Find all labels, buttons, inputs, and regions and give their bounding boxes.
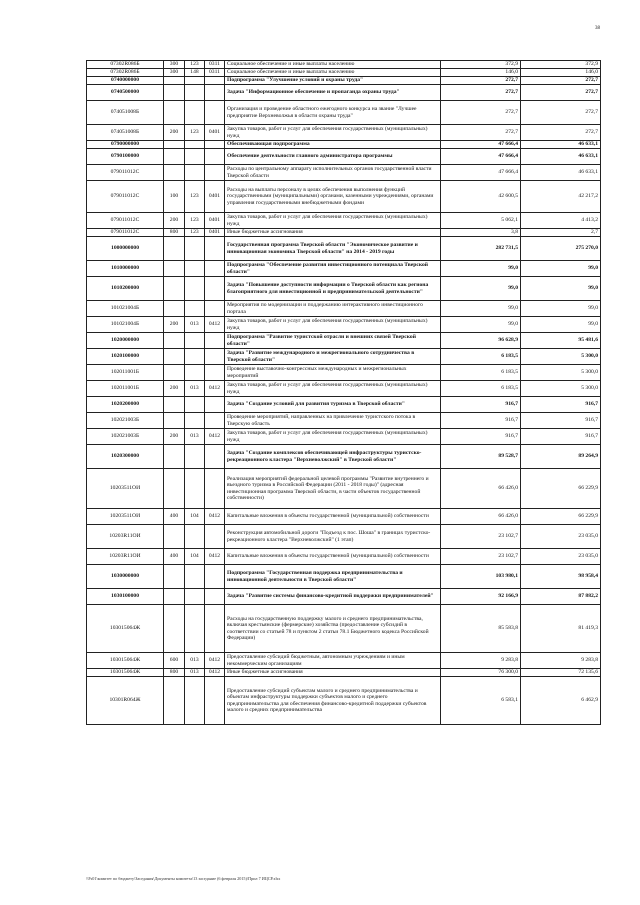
row-ved	[164, 349, 185, 365]
row-section: 123	[185, 61, 205, 69]
row-section	[185, 237, 205, 261]
row-name: Проведение мероприятий, направленных на привлечение туристского потока в Тверскую область	[225, 413, 441, 429]
row-ved	[164, 333, 185, 349]
row-value-1: 916,7	[441, 429, 521, 445]
row-subsection: 0311	[205, 61, 225, 69]
row-section	[185, 301, 205, 317]
row-subsection: 0412	[205, 429, 225, 445]
row-value-2: 275 270,0	[521, 237, 601, 261]
row-section	[185, 365, 205, 381]
row-subsection: 0412	[205, 381, 225, 397]
row-value-2: 66 229,9	[521, 509, 601, 525]
row-value-2: 99,0	[521, 317, 601, 333]
row-value-2: 272,7	[521, 125, 601, 141]
table-row	[87, 261, 601, 277]
table-row	[87, 229, 601, 237]
row-ved	[164, 149, 185, 165]
row-subsection: 0412	[205, 669, 225, 677]
row-value-1: 916,7	[441, 413, 521, 429]
row-ved	[164, 445, 185, 469]
row-name: Расходы на государственную поддержку малого и среднего предпринимательства, включая крестьянские (фермерские) хозяйства (предоставление субсидий в соответствии со статьей 78 и пунктом 2 статьи 78.1 Бюджетного кодекса Российской Федерации)	[225, 605, 441, 653]
row-subsection	[205, 525, 225, 549]
row-subsection	[205, 77, 225, 85]
row-value-2: 81 419,3	[521, 605, 601, 653]
row-subsection: 0401	[205, 125, 225, 141]
row-value-1: 76 300,0	[441, 669, 521, 677]
table-row	[87, 469, 601, 509]
row-ved	[164, 261, 185, 277]
row-value-1: 272,7	[441, 125, 521, 141]
row-name: Капитальные вложения в объекты государственной (муниципальной) собственности	[225, 549, 441, 565]
row-name: Задача "Создание условий для развития туризма в Тверской области"	[225, 397, 441, 413]
row-subsection	[205, 85, 225, 101]
table-row	[87, 429, 601, 445]
row-section: 104	[185, 509, 205, 525]
table-row	[87, 653, 601, 669]
row-code: 1020100000	[87, 349, 164, 365]
row-code: 074051008Б	[87, 125, 164, 141]
row-ved: 400	[164, 509, 185, 525]
table-row	[87, 237, 601, 261]
row-ved: 100	[164, 181, 185, 213]
row-subsection: 0412	[205, 509, 225, 525]
row-value-1: 99,0	[441, 317, 521, 333]
row-value-2: 5 300,0	[521, 365, 601, 381]
row-name: Реконструкция автомобильной дороги "Подъезд к пос. Шоша" в границах туристско-рекреационного кластера "Верхневолжский" (1 этап)	[225, 525, 441, 549]
row-section	[185, 589, 205, 605]
row-name: Закупка товаров, работ и услуг для обеспечения государственных (муниципальных) нужд	[225, 125, 441, 141]
row-value-1: 99,0	[441, 277, 521, 301]
row-code: 1030100000	[87, 589, 164, 605]
table-row	[87, 669, 601, 677]
table-row	[87, 677, 601, 725]
row-code: 101021004Б	[87, 317, 164, 333]
row-code: 10203R11ОИ	[87, 549, 164, 565]
file-path-footer: \\Fs01\комитет по бюджету\Заседания\Документы комитета\13 заседание (6 февраля 2015)\Прил 7 ИЦСР.xlsx	[86, 876, 281, 881]
row-name: Организация и проведение областного ежегодного конкурса на звание "Лучшее предприятие Верхневолжья в области охраны труда"	[225, 101, 441, 125]
row-subsection	[205, 165, 225, 181]
row-subsection: 0412	[205, 317, 225, 333]
row-section	[185, 165, 205, 181]
table-row	[87, 549, 601, 565]
row-value-2: 916,7	[521, 397, 601, 413]
table-row	[87, 605, 601, 653]
row-ved	[164, 605, 185, 653]
row-ved: 200	[164, 381, 185, 397]
row-subsection	[205, 301, 225, 317]
row-code: 10203511ОИ	[87, 509, 164, 525]
table-row	[87, 165, 601, 181]
row-code: 0740500000	[87, 85, 164, 101]
row-value-1: 272,7	[441, 77, 521, 85]
row-name: Подпрограмма "Государственная поддержка предпринимательства и инновационной деятельности в Тверской области"	[225, 565, 441, 589]
row-section	[185, 469, 205, 509]
row-section: 123	[185, 125, 205, 141]
row-code: 10301R064Ж	[87, 677, 164, 725]
row-code: 103015064Ж	[87, 605, 164, 653]
row-subsection: 0311	[205, 69, 225, 77]
row-name: Задача "Развитие системы финансово-кредитной поддержки предпринимателей"	[225, 589, 441, 605]
row-code: 102021003Б	[87, 429, 164, 445]
row-value-1: 6 183,5	[441, 381, 521, 397]
row-name: Задача "Повышение доступности информации о Тверской области как региона благоприятного для инвестиционной и предпринимательской деятельности"	[225, 277, 441, 301]
row-subsection	[205, 261, 225, 277]
row-ved: 200	[164, 213, 185, 229]
row-name: Закупка товаров, работ и услуг для обеспечения государственных (муниципальных) нужд	[225, 429, 441, 445]
row-value-1: 47 666,4	[441, 149, 521, 165]
row-code: 103015064Ж	[87, 653, 164, 669]
row-code: 0790000000	[87, 141, 164, 149]
row-section	[185, 141, 205, 149]
table-row	[87, 333, 601, 349]
row-ved	[164, 365, 185, 381]
row-section	[185, 677, 205, 725]
row-ved	[164, 397, 185, 413]
page-number: 38	[595, 26, 600, 31]
row-value-2: 5 300,0	[521, 349, 601, 365]
row-code: 07302R086Б	[87, 69, 164, 77]
row-code: 1020200000	[87, 397, 164, 413]
row-value-1: 6 183,5	[441, 365, 521, 381]
row-value-1: 66 426,0	[441, 469, 521, 509]
table-row	[87, 381, 601, 397]
row-section	[185, 85, 205, 101]
row-value-2: 42 217,2	[521, 181, 601, 213]
row-subsection: 0412	[205, 653, 225, 669]
row-ved	[164, 469, 185, 509]
row-value-2: 5 300,0	[521, 381, 601, 397]
row-value-2: 6 462,9	[521, 677, 601, 725]
row-ved	[164, 101, 185, 125]
row-value-2: 99,0	[521, 301, 601, 317]
row-section	[185, 261, 205, 277]
row-code: 1010200000	[87, 277, 164, 301]
row-name: Мероприятия по модернизации и поддержанию интерактивного инвестиционного портала	[225, 301, 441, 317]
row-value-2: 87 882,2	[521, 589, 601, 605]
row-value-1: 916,7	[441, 397, 521, 413]
row-section	[185, 565, 205, 589]
row-value-1: 272,7	[441, 101, 521, 125]
row-subsection	[205, 605, 225, 653]
row-name: Подпрограмма "Улучшение условий и охраны труда"	[225, 77, 441, 85]
row-value-2: 272,7	[521, 77, 601, 85]
row-subsection: 0412	[205, 549, 225, 565]
row-value-1: 372,9	[441, 61, 521, 69]
row-name: Проведение выставочно-конгрессных международных и межрегиональных мероприятий	[225, 365, 441, 381]
row-code: 079011012С	[87, 165, 164, 181]
row-section: 148	[185, 69, 205, 77]
row-value-1: 66 426,0	[441, 509, 521, 525]
row-code: 07302R086Б	[87, 61, 164, 69]
row-ved	[164, 589, 185, 605]
row-name: Иные бюджетные ассигнования	[225, 229, 441, 237]
table-row	[87, 413, 601, 429]
table-row	[87, 589, 601, 605]
row-name: Закупка товаров, работ и услуг для обеспечения государственных (муниципальных) нужд	[225, 317, 441, 333]
table-row	[87, 213, 601, 229]
table-row	[87, 509, 601, 525]
row-value-2: 272,7	[521, 101, 601, 125]
row-section	[185, 101, 205, 125]
row-ved	[164, 301, 185, 317]
row-subsection: 0401	[205, 181, 225, 213]
table-row	[87, 365, 601, 381]
row-value-2: 99,0	[521, 277, 601, 301]
row-value-1: 146,0	[441, 69, 521, 77]
row-value-2: 23 035,0	[521, 525, 601, 549]
row-name: Подпрограмма "Развитие туристской отрасли и внешних связей Тверской области"	[225, 333, 441, 349]
row-section	[185, 525, 205, 549]
row-value-2: 46 633,1	[521, 149, 601, 165]
row-name: Реализация мероприятий федеральной целевой программы "Развитие внутреннего и въездного туризма в Российской Федерации (2011 - 2018 годы)" (адресная инвестиционная программа Тверской области, в части объектов государственной собственности)	[225, 469, 441, 509]
row-section	[185, 333, 205, 349]
row-name: Социальное обеспечение и иные выплаты населению	[225, 69, 441, 77]
row-code: 102011001Б	[87, 365, 164, 381]
row-section: 013	[185, 429, 205, 445]
row-name: Закупка товаров, работ и услуг для обеспечения государственных (муниципальных) нужд	[225, 381, 441, 397]
row-subsection: 0401	[205, 229, 225, 237]
row-code: 10203R11ОИ	[87, 525, 164, 549]
row-name: Обеспечивающая подпрограмма	[225, 141, 441, 149]
row-name: Обеспечение деятельности главного администратора программы	[225, 149, 441, 165]
row-name: Расходы на выплаты персоналу в целях обеспечения выполнения функций государственными (муниципальными) органами, казенными учреждениями, органами управления государственными внебюджетными фондами	[225, 181, 441, 213]
row-ved	[164, 413, 185, 429]
row-value-1: 6 183,5	[441, 349, 521, 365]
row-ved	[164, 77, 185, 85]
row-section: 013	[185, 317, 205, 333]
row-value-2: 98 958,4	[521, 565, 601, 589]
row-subsection	[205, 677, 225, 725]
row-ved	[164, 565, 185, 589]
row-value-2: 2,7	[521, 229, 601, 237]
row-name: Задача "Создание комплексов обеспечивающей инфраструктуры туристско-рекреационного кластера "Верхневолжский" в Тверской области"	[225, 445, 441, 469]
row-ved: 200	[164, 125, 185, 141]
row-ved: 300	[164, 69, 185, 77]
table-row	[87, 69, 601, 77]
row-code: 0740000000	[87, 77, 164, 85]
row-subsection	[205, 397, 225, 413]
row-ved	[164, 237, 185, 261]
row-ved	[164, 141, 185, 149]
table-row	[87, 349, 601, 365]
row-value-2: 372,9	[521, 61, 601, 69]
row-subsection	[205, 149, 225, 165]
row-name: Расходы по центральному аппарату исполнительных органов государственной власти Тверской области	[225, 165, 441, 181]
table-row	[87, 301, 601, 317]
row-ved: 800	[164, 229, 185, 237]
row-value-1: 89 528,7	[441, 445, 521, 469]
row-value-1: 3,8	[441, 229, 521, 237]
row-ved	[164, 677, 185, 725]
row-subsection	[205, 277, 225, 301]
row-value-1: 92 166,9	[441, 589, 521, 605]
row-code: 103015064Ж	[87, 669, 164, 677]
row-value-2: 272,7	[521, 85, 601, 101]
row-value-1: 47 666,4	[441, 141, 521, 149]
row-value-1: 85 583,8	[441, 605, 521, 653]
row-code: 10203511ОИ	[87, 469, 164, 509]
row-name: Предоставление субсидий субъектам малого и среднего предпринимательства и объектам инфраструктуры поддержки субъектов малого и среднего предпринимательства для обеспечения финансово-кредитной поддержки субъектов малого и средних предпринимательства	[225, 677, 441, 725]
row-value-2: 916,7	[521, 429, 601, 445]
row-value-1: 42 600,5	[441, 181, 521, 213]
row-name: Задача "Развитие международного и межрегионального сотрудничества в Тверской области"	[225, 349, 441, 365]
row-name: Государственная программа Тверской области "Экономическое развитие и инновационная экономика Тверской области" на 2014 - 2019 годы	[225, 237, 441, 261]
row-value-2: 72 135,6	[521, 669, 601, 677]
row-name: Капитальные вложения в объекты государственной (муниципальной) собственности	[225, 509, 441, 525]
table-row	[87, 277, 601, 301]
row-subsection	[205, 141, 225, 149]
row-section: 123	[185, 181, 205, 213]
table-row	[87, 397, 601, 413]
row-ved: 800	[164, 669, 185, 677]
row-subsection	[205, 349, 225, 365]
row-section	[185, 605, 205, 653]
row-value-1: 23 102,7	[441, 525, 521, 549]
row-subsection	[205, 445, 225, 469]
row-name: Социальное обеспечение и иные выплаты населению	[225, 61, 441, 69]
row-section: 123	[185, 229, 205, 237]
row-section	[185, 349, 205, 365]
budget-table	[86, 60, 601, 725]
table-row	[87, 445, 601, 469]
row-value-1: 23 102,7	[441, 549, 521, 565]
row-code: 1000000000	[87, 237, 164, 261]
table-row	[87, 565, 601, 589]
table-row	[87, 525, 601, 549]
row-value-1: 9 283,8	[441, 653, 521, 669]
table-row	[87, 77, 601, 85]
row-value-2: 66 229,9	[521, 469, 601, 509]
row-ved	[164, 85, 185, 101]
row-section	[185, 149, 205, 165]
row-value-1: 47 666,4	[441, 165, 521, 181]
table-row	[87, 181, 601, 213]
table-row	[87, 317, 601, 333]
row-name: Иные бюджетные ассигнования	[225, 669, 441, 677]
row-code: 1020300000	[87, 445, 164, 469]
row-section: 123	[185, 213, 205, 229]
row-code: 074051008Б	[87, 101, 164, 125]
row-ved	[164, 277, 185, 301]
table-row	[87, 101, 601, 125]
row-ved	[164, 525, 185, 549]
table-row	[87, 141, 601, 149]
row-section: 013	[185, 653, 205, 669]
row-ved: 200	[164, 317, 185, 333]
row-code: 1010000000	[87, 261, 164, 277]
table-row	[87, 149, 601, 165]
table-row	[87, 85, 601, 101]
row-value-1: 282 731,5	[441, 237, 521, 261]
row-value-2: 99,0	[521, 261, 601, 277]
row-value-1: 272,7	[441, 85, 521, 101]
row-subsection	[205, 413, 225, 429]
row-name: Задача "Информационное обеспечение и пропаганда охраны труда"	[225, 85, 441, 101]
row-section	[185, 397, 205, 413]
row-code: 1030000000	[87, 565, 164, 589]
row-subsection	[205, 469, 225, 509]
row-ved: 400	[164, 549, 185, 565]
row-code: 1020000000	[87, 333, 164, 349]
row-subsection	[205, 333, 225, 349]
row-name: Предоставление субсидий бюджетным, автономным учреждениям и иным некоммерческим организациям	[225, 653, 441, 669]
table-row	[87, 61, 601, 69]
row-ved: 300	[164, 61, 185, 69]
row-value-1: 5 062,1	[441, 213, 521, 229]
row-subsection	[205, 365, 225, 381]
row-subsection	[205, 101, 225, 125]
table-row	[87, 125, 601, 141]
row-value-1: 99,0	[441, 301, 521, 317]
row-value-2: 4 413,2	[521, 213, 601, 229]
row-ved: 200	[164, 429, 185, 445]
row-subsection: 0401	[205, 213, 225, 229]
row-value-2: 46 633,1	[521, 165, 601, 181]
row-value-2: 9 283,8	[521, 653, 601, 669]
row-subsection	[205, 589, 225, 605]
row-value-2: 916,7	[521, 413, 601, 429]
row-section	[185, 277, 205, 301]
row-value-2: 89 264,9	[521, 445, 601, 469]
row-section: 104	[185, 549, 205, 565]
row-code: 102011001Б	[87, 381, 164, 397]
row-value-2: 95 481,6	[521, 333, 601, 349]
row-section	[185, 77, 205, 85]
row-value-1: 99,0	[441, 261, 521, 277]
row-section	[185, 413, 205, 429]
row-section: 013	[185, 669, 205, 677]
row-code: 0790100000	[87, 149, 164, 165]
row-ved: 600	[164, 653, 185, 669]
row-ved	[164, 165, 185, 181]
row-value-2: 23 035,0	[521, 549, 601, 565]
row-value-1: 103 980,1	[441, 565, 521, 589]
row-code: 079011012С	[87, 181, 164, 213]
row-value-1: 96 628,9	[441, 333, 521, 349]
row-value-1: 6 583,1	[441, 677, 521, 725]
row-name: Подпрограмма "Обеспечение развития инвестиционного потенциала Тверской области"	[225, 261, 441, 277]
row-section	[185, 445, 205, 469]
row-value-2: 146,0	[521, 69, 601, 77]
row-code: 079011012С	[87, 213, 164, 229]
row-subsection	[205, 237, 225, 261]
row-value-2: 46 633,1	[521, 141, 601, 149]
row-section: 013	[185, 381, 205, 397]
row-code: 079011012С	[87, 229, 164, 237]
row-code: 101021004Б	[87, 301, 164, 317]
row-name: Закупка товаров, работ и услуг для обеспечения государственных (муниципальных) нужд	[225, 213, 441, 229]
budget-table-body	[87, 61, 601, 725]
row-code: 102021003Б	[87, 413, 164, 429]
row-subsection	[205, 565, 225, 589]
